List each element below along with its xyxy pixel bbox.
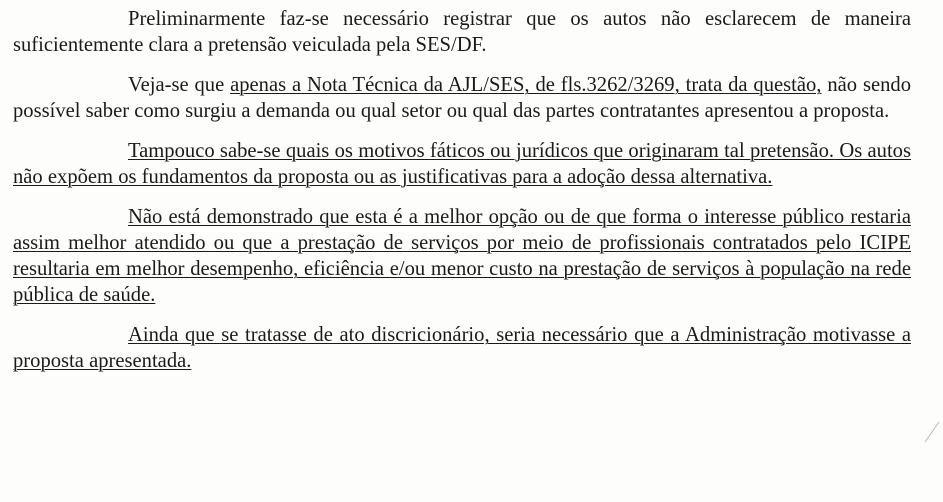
paragraph-5 [13,322,911,374]
paragraph-2-underlined-text: apenas a Nota Técnica da AJL/SES, de fls.3262/3269, trata da questão, [230,74,822,96]
paragraph-4 [13,204,911,308]
paragraph-3 [13,138,911,190]
paragraph-2-text-end: não sendo possível saber como surgiu a demanda ou qual setor ou qual das partes contratantes apresentou a proposta. [13,74,911,122]
paragraph-5-underlined-text: Ainda que se tratasse de ato discricionário, seria necessário que a Administração motivasse a proposta apresentada. [13,324,911,372]
paragraph-1 [13,6,911,58]
paragraph-2-text-start: Veja-se que [128,74,231,96]
paragraph-4-underlined-text: Não está demonstrado que esta é a melhor opção ou de que forma o interesse público restaria assim melhor atendido ou que a prestação de serviços por meio de profissionais contratados pelo ICIPE resultaria em melhor desempenho, eficiência e/ou menor custo na prestação de serviços à população na rede pública de saúde. [13,206,911,306]
paragraph-1-text: Preliminarmente faz-se necessário registrar que os autos não esclarecem de maneira suficientemente clara a pretensão veiculada pela SES/DF. [13,8,911,56]
pen-stroke-mark [923,420,941,444]
paragraph-3-underlined-text: Tampouco sabe-se quais os motivos fáticos ou jurídicos que originaram tal pretensão. Os autos não expõem os fundamentos da proposta ou as justificativas para a adoção dessa alternativa. [13,140,911,188]
paragraph-2 [13,72,911,124]
